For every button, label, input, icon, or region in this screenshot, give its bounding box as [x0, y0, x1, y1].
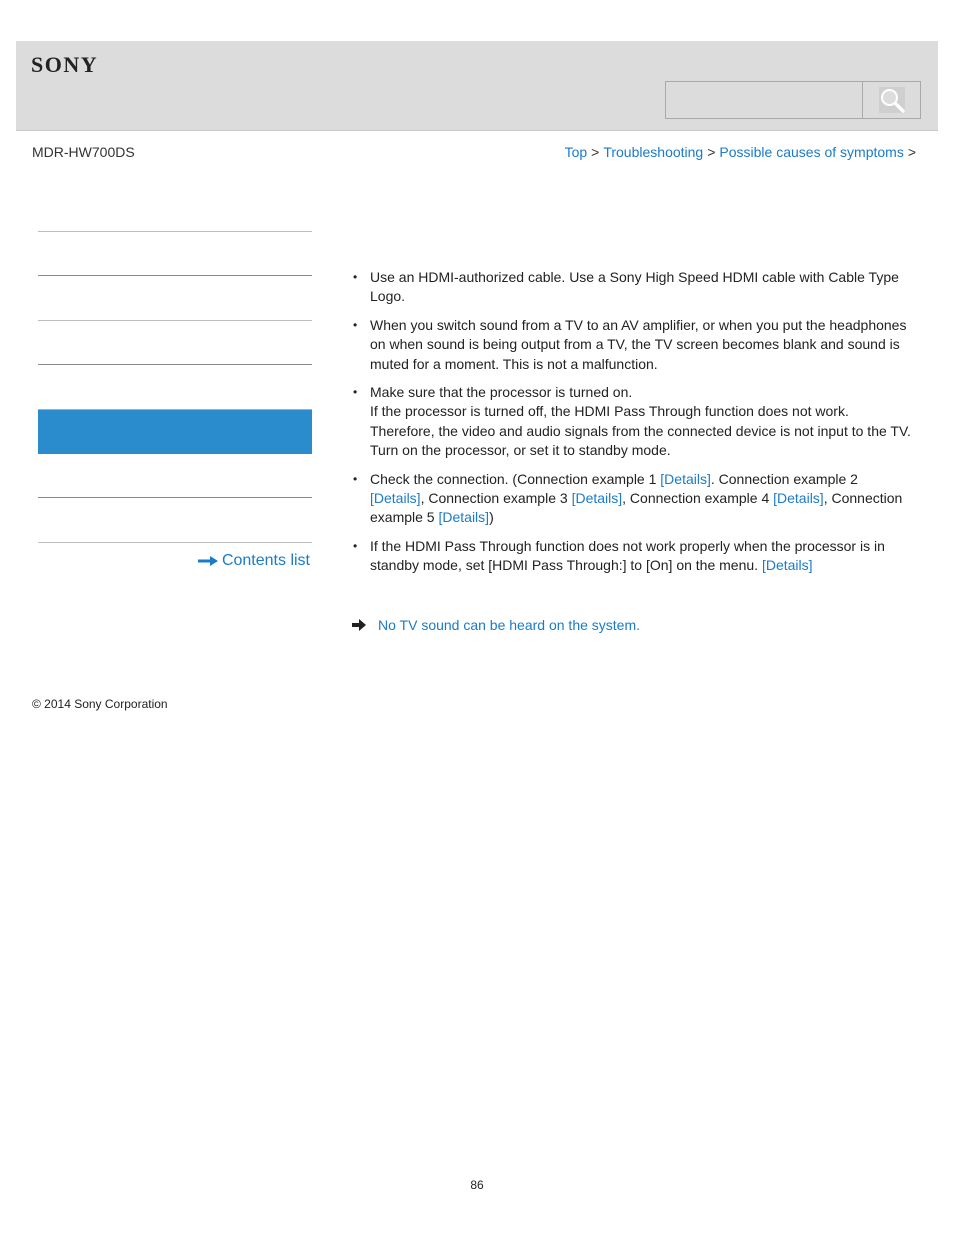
product-name: MDR-HW700DS — [32, 144, 135, 160]
symptom-causes-list — [352, 268, 914, 576]
bullet: • — [353, 270, 358, 284]
details-link[interactable]: [Details] — [761, 557, 813, 574]
breadcrumb-separator: > — [591, 144, 600, 160]
bullet: • — [353, 538, 358, 553]
list-item-text: If the processor is turned off, the HDMI Pass Through function does not work. Therefore, the video and audio signals from the connected device is not input to the TV. Turn on the processor, or set it to standby mode. — [370, 403, 911, 459]
list-item — [352, 470, 914, 528]
contents-list-link[interactable] — [198, 552, 310, 570]
sidebar-item[interactable] — [38, 275, 312, 276]
details-link[interactable]: [Details] — [370, 490, 421, 507]
details-link[interactable]: [Details] — [773, 490, 824, 507]
breadcrumb-troubleshooting[interactable]: Troubleshooting — [603, 144, 704, 160]
breadcrumb-separator: > — [907, 144, 916, 160]
arrow-right-icon — [352, 619, 366, 631]
list-item-text: . Connection example 2 — [710, 470, 858, 487]
arrow-right-icon — [198, 556, 218, 566]
bullet: • — [353, 471, 358, 486]
sidebar-item-active[interactable] — [38, 409, 312, 454]
list-item — [352, 268, 914, 307]
copyright: © 2014 Sony Corporation — [32, 697, 168, 711]
search-input[interactable] — [666, 82, 862, 118]
sony-logo[interactable]: SONY — [31, 52, 99, 77]
search-button[interactable] — [862, 82, 920, 118]
site-header — [16, 41, 938, 131]
bullet: • — [353, 385, 358, 400]
search-box — [665, 81, 921, 119]
breadcrumb — [565, 144, 920, 160]
list-item-text: Make sure that the processor is turned on. — [370, 384, 633, 401]
list-item-text: Check the connection. (Connection example 1 — [370, 470, 661, 487]
breadcrumb-separator: > — [707, 144, 716, 160]
list-item-text: , Connection example 4 — [622, 490, 774, 507]
contents-list-label: Contents list — [221, 552, 310, 569]
list-item-text: Use an HDMI-authorized cable. Use a Sony High Speed HDMI cable with Cable Type Logo. — [370, 269, 899, 305]
bullet: • — [353, 317, 358, 332]
search-icon — [879, 87, 905, 113]
details-link[interactable]: [Details] — [438, 509, 490, 526]
related-link-text[interactable]: No TV sound can be heard on the system. — [378, 617, 641, 633]
list-item — [352, 537, 914, 576]
list-item-text: When you switch sound from a TV to an AV amplifier, or when you put the headphones on when sound is being output from a TV, the TV screen becomes blank and sound is muted for a moment. This is not a malfunction. — [370, 316, 907, 372]
list-item-text: ) — [489, 509, 494, 526]
list-item — [352, 316, 914, 374]
sidebar-item[interactable] — [38, 542, 312, 543]
related-link[interactable] — [352, 617, 640, 633]
sidebar-divider — [38, 231, 312, 232]
details-link[interactable]: [Details] — [571, 490, 623, 507]
breadcrumb-possible-causes[interactable]: Possible causes of symptoms — [719, 144, 904, 160]
list-item-text: , Connection example 5 — [370, 490, 903, 526]
details-link[interactable]: [Details] — [660, 470, 711, 487]
breadcrumb-top[interactable]: Top — [564, 144, 588, 160]
sidebar-item[interactable] — [38, 497, 312, 498]
page-number: 86 — [470, 1178, 484, 1192]
list-item — [352, 383, 914, 461]
sidebar-item[interactable] — [38, 320, 312, 321]
list-item-text: If the HDMI Pass Through function does not work properly when the processor is in standby mode, set [HDMI Pass Through:] to [On] on the menu. — [370, 537, 885, 574]
list-item-text: , Connection example 3 — [420, 490, 572, 507]
main-content — [352, 268, 914, 585]
sidebar-item[interactable] — [38, 364, 312, 365]
